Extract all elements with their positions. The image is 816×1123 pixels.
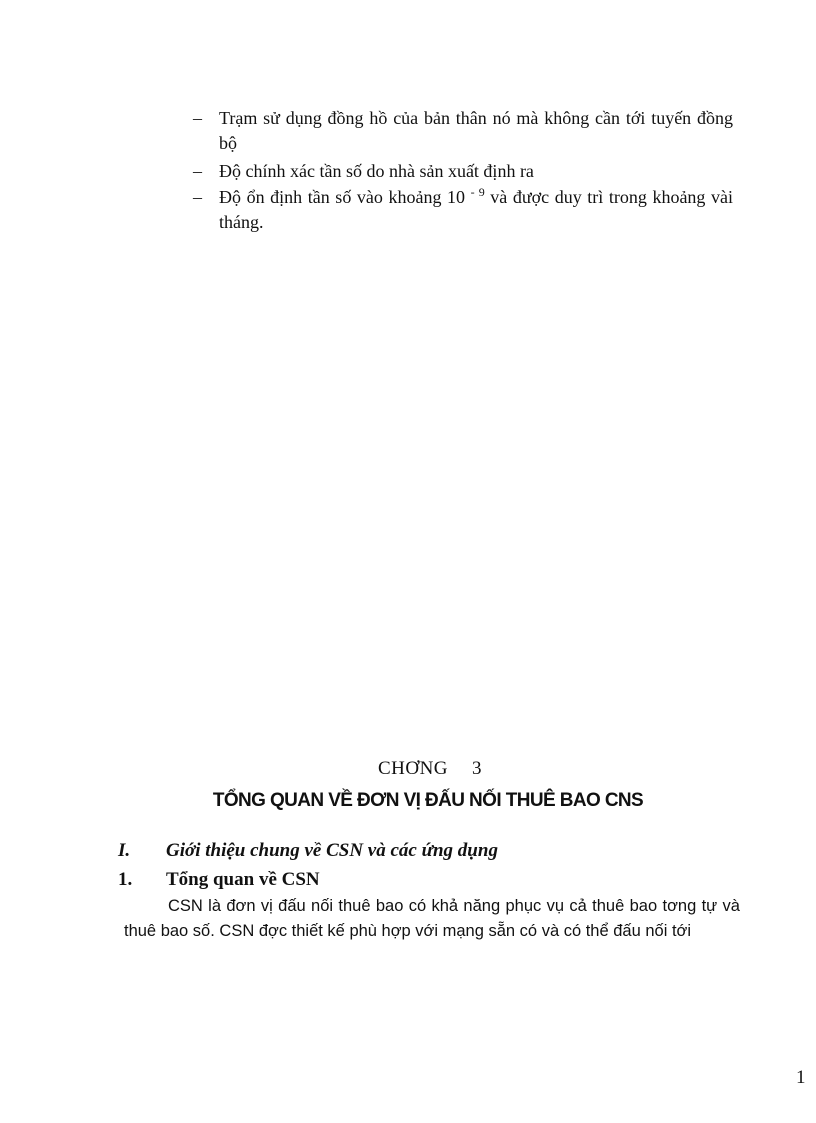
dash-marker: –: [193, 161, 202, 181]
subsection-title: Tổng quan về CSN: [166, 869, 320, 890]
chapter-title: TỔNG QUAN VỀ ĐƠN VỊ ĐẤU NỐI THUÊ BAO CNS: [212, 790, 644, 811]
bullet-item: [193, 159, 733, 184]
bullet-text: Độ chính xác tần số do nhà sản xuất định ra: [219, 161, 534, 181]
chapter-number: 3: [472, 758, 483, 779]
chapter-heading: [0, 758, 816, 780]
subsection-heading: [118, 869, 320, 891]
page-number: 1: [796, 1067, 806, 1088]
body-paragraph: CSN là đơn vị đấu nối thuê bao có khả năng phục vụ cả thuê bao tơng tự và thuê bao số. CSN đợc thiết kế phù hợp với mạng sẵn có và có thể đấu nối tới: [124, 897, 740, 940]
bullet-text: [193, 185, 733, 235]
section-heading: [118, 840, 498, 862]
bullet-item: [193, 185, 733, 235]
bullet-text-after: và được duy trì trong khoảng vài tháng.: [219, 187, 734, 232]
subsection-number: 1.: [118, 869, 133, 890]
bullet-text-before: Độ ổn định tần số vào khoảng 10: [219, 187, 466, 207]
dash-marker: –: [193, 187, 202, 207]
section-number: I.: [118, 840, 131, 861]
chapter-label: CHƠNG: [377, 758, 449, 779]
bullet-item: [193, 106, 733, 156]
section-title: Giới thiệu chung về CSN và các ứng dụng: [166, 840, 498, 861]
dash-marker: –: [193, 108, 202, 128]
superscript-exponent: - 9: [470, 185, 485, 199]
bullet-text: Trạm sử dụng đồng hồ của bản thân nó mà không cần tới tuyến đồng bộ: [219, 108, 733, 153]
